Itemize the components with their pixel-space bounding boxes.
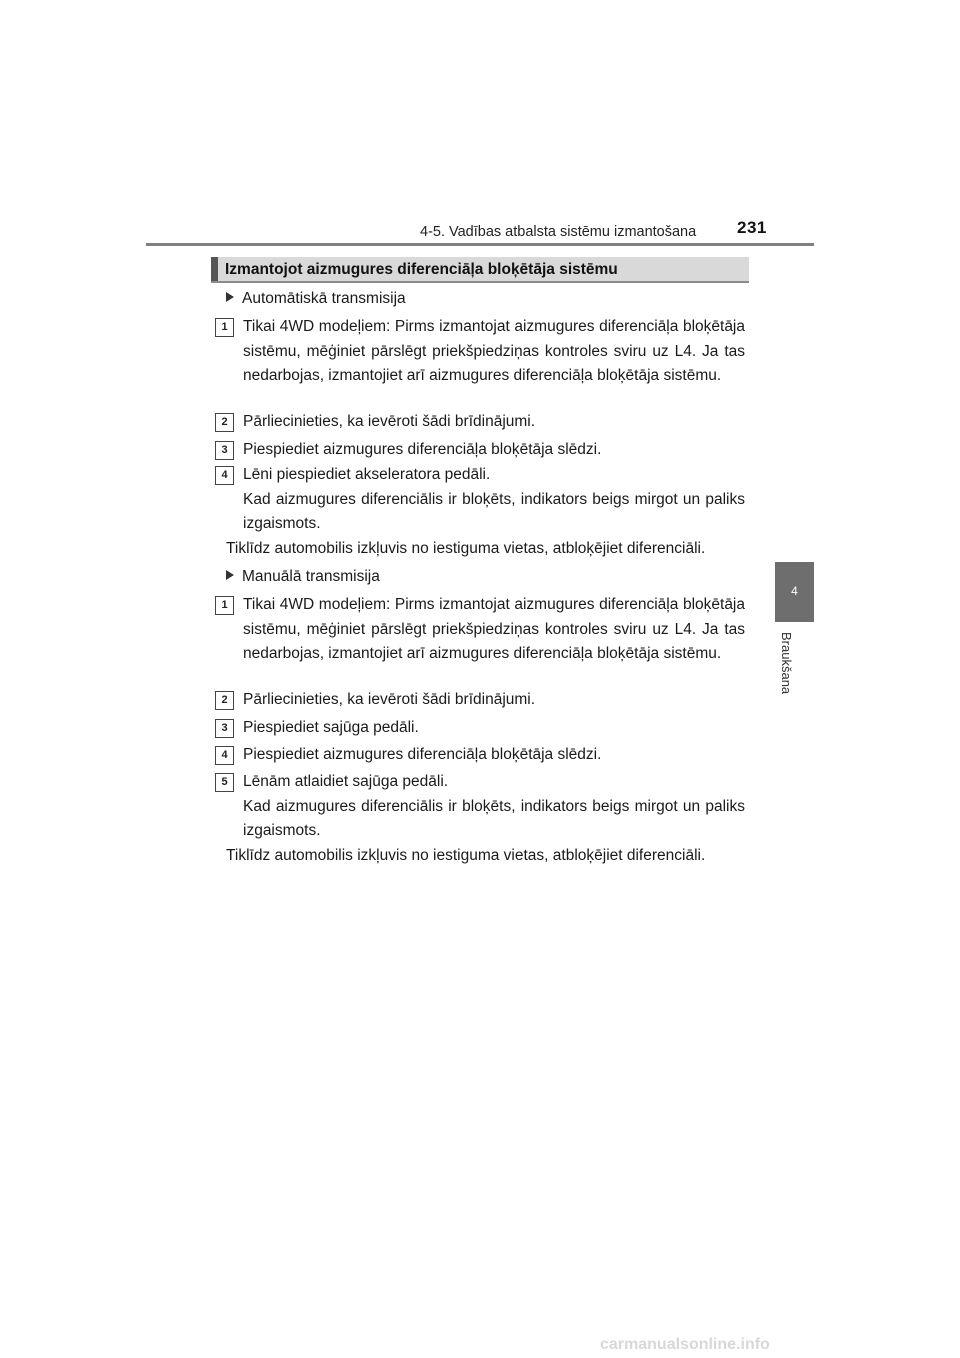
section-title-accent (211, 257, 218, 281)
manual-heading (226, 568, 380, 586)
step-text: Lēnām atlaidiet sajūga pedāli. Kad aizmugures diferenciālis ir bloķēts, indikators beigs mirgot un paliks izgaismots. (243, 773, 745, 839)
page-number: 231 (737, 218, 767, 237)
manual-heading-text: Manuālā transmisija (242, 568, 380, 585)
automatic-heading (226, 290, 406, 308)
step-number-box: 1 (215, 318, 234, 337)
step-number-box: 3 (215, 719, 234, 738)
step-text: Piespiediet aizmugures diferenciāļa bloķētāja slēdzi. (243, 441, 602, 458)
chapter-tab (775, 562, 814, 622)
step-number-box: 4 (215, 466, 234, 485)
step-number-box: 5 (215, 773, 234, 792)
step-text: Piespiediet sajūga pedāli. (243, 719, 419, 736)
step-text: Piespiediet aizmugures diferenciāļa bloķētāja slēdzi. (243, 746, 602, 763)
section-title-bar (211, 257, 749, 283)
manual-note: Tiklīdz automobilis izkļuvis no iestiguma vietas, atbloķējiet diferenciāli. (226, 847, 706, 864)
chapter-label-container (776, 632, 812, 712)
step-number-box: 2 (215, 691, 234, 710)
step-number-box: 3 (215, 441, 234, 460)
step-number-box: 4 (215, 746, 234, 765)
step-number-box: 1 (215, 596, 234, 615)
triangle-bullet-icon (226, 570, 234, 580)
step-text: Pārliecinieties, ka ievēroti šādi brīdinājumi. (243, 691, 536, 708)
watermark: carmanualsonline.info (600, 1336, 770, 1353)
step-number-box: 2 (215, 413, 234, 432)
step-text: Lēni piespiediet akseleratora pedāli. Kad aizmugures diferenciālis ir bloķēts, indikators beigs mirgot un paliks izgaismots. (243, 466, 745, 532)
running-header-section: 4-5. Vadības atbalsta sistēmu izmantošana (420, 224, 697, 240)
step-text: Pārliecinieties, ka ievēroti šādi brīdinājumi. (243, 413, 536, 430)
triangle-bullet-icon (226, 292, 234, 302)
header-divider (146, 243, 814, 246)
step-text: Tikai 4WD modeļiem: Pirms izmantojat aizmugures diferenciāļa bloķētāja sistēmu, mēģiniet pārslēgt priekšpiedziņas kontroles sviru uz L4. Ja tas nedarbojas, izmantojiet arī aizmugures diferenciāļa bloķētāja sistēmu. (243, 596, 745, 662)
automatic-note: Tiklīdz automobilis izkļuvis no iestiguma vietas, atbloķējiet diferenciāli. (226, 540, 706, 557)
chapter-number: 4 (791, 584, 798, 598)
step-text: Tikai 4WD modeļiem: Pirms izmantojat aizmugures diferenciāļa bloķētāja sistēmu, mēģiniet pārslēgt priekšpiedziņas kontroles sviru uz L4. Ja tas nedarbojas, izmantojiet arī aizmugures diferenciāļa bloķētāja sistēmu. (243, 318, 745, 384)
section-title: Izmantojot aizmugures diferenciāļa bloķētāja sistēmu (225, 261, 618, 278)
chapter-label: Braukšana (779, 632, 794, 695)
automatic-heading-text: Automātiskā transmisija (242, 290, 406, 307)
